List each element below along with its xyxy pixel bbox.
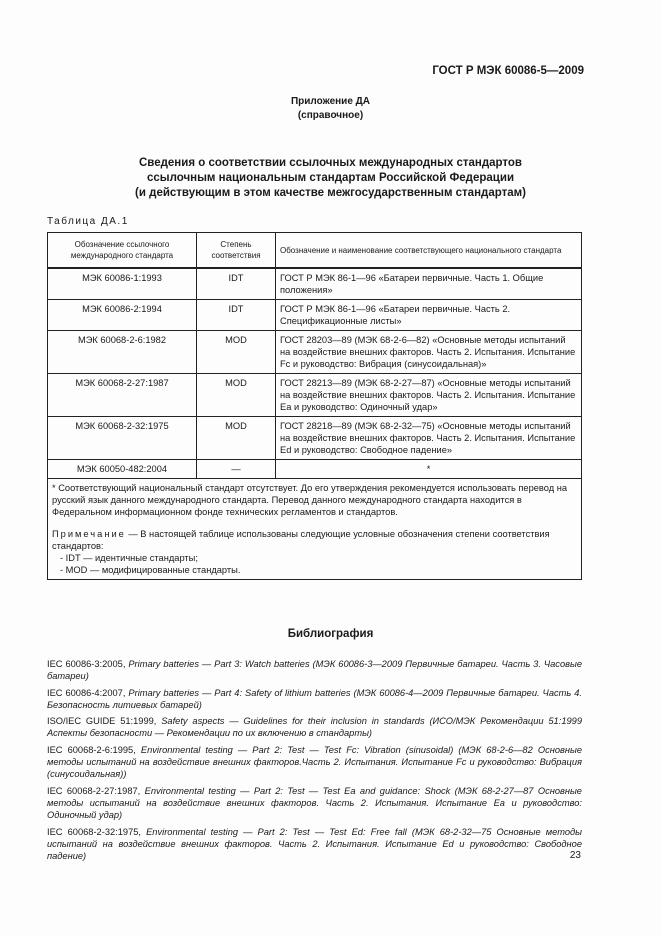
entry-code: IEC 60068-2-27:1987, (47, 785, 145, 796)
cell-national: ГОСТ Р МЭК 86-1—96 «Батареи первичные. Часть 2. Спецификационные листы» (276, 300, 582, 331)
entry-title: Primary batteries — Part 3: Watch batteries (МЭК 60086-3—2009 Первичные батареи. Часть 3. Часовые батареи) (47, 659, 582, 682)
cell-degree: IDT (197, 300, 276, 331)
cell-national: * (276, 460, 582, 479)
cell-ref: МЭК 60086-1:1993 (48, 268, 197, 300)
table-section-title (0, 156, 661, 201)
table-title-line-2: ссылочным национальным стандартам Российской Федерации (146, 172, 515, 184)
note-label: Примечание (52, 529, 126, 539)
entry-code: ISO/IEC GUIDE 51:1999, (47, 716, 162, 727)
table-footnote-cell (48, 479, 582, 580)
cell-ref: МЭК 60068-2-27:1987 (48, 374, 197, 417)
header-national-standard: Обозначение и наименование соответствующего национального стандарта (276, 233, 582, 269)
cell-degree: MOD (197, 374, 276, 417)
cell-ref: МЭК 60068-2-32:1975 (48, 417, 197, 460)
cell-degree: MOD (197, 417, 276, 460)
note-text: — В настоящей таблице использованы следующие условные обозначения степени соответствия стандартов: (52, 529, 550, 551)
table-row (48, 460, 582, 479)
note-item-mod: - MOD — модифицированные стандарты. (60, 565, 241, 575)
bibliography-entry (47, 826, 582, 863)
page-number: 23 (569, 850, 581, 861)
bibliography-entry (47, 658, 582, 683)
appendix-title: Приложение ДА (290, 96, 371, 107)
table-note-row (48, 479, 582, 580)
table-title-line-1: Сведения о соответствии ссылочных международных стандартов (138, 157, 522, 169)
table-title-line-3: (и действующим в этом качестве межгосударственным стандартам) (135, 187, 526, 199)
entry-code: IEC 60068-2-6:1995, (47, 744, 141, 755)
table-row (48, 417, 582, 460)
appendix-heading (0, 95, 661, 123)
bibliography-entry (47, 687, 582, 712)
table-row (48, 331, 582, 374)
bibliography-entry (47, 785, 582, 822)
entry-title: Safety aspects — Guidelines for their inclusion in standards (ИСО/МЭК Рекомендации 51:1999 Аспекты безопасности — Рекомендации по их включению в стандарты) (47, 716, 582, 739)
table-row (48, 300, 582, 331)
entry-title: Primary batteries — Part 4: Safety of lithium batteries (МЭК 60086-4—2009 Первичные батареи. Часть 4. Безопасность литиевых батарей) (47, 687, 582, 710)
cell-national: ГОСТ Р МЭК 86-1—96 «Батареи первичные. Часть 1. Общие положения» (276, 268, 582, 300)
cell-national: ГОСТ 28203—89 (МЭК 68-2-6—82) «Основные методы испытаний на воздействие внешних факторов. Часть 2. Испытания. Испытание Fc и руководство: Вибрация (синусоидальная)» (276, 331, 582, 374)
cell-ref: МЭК 60086-2:1994 (48, 300, 197, 331)
table-row (48, 374, 582, 417)
entry-code: IEC 60086-4:2007, (47, 687, 129, 698)
table-note (52, 528, 577, 552)
entry-code: IEC 60086-3:2005, (47, 659, 129, 669)
cell-degree: IDT (197, 268, 276, 300)
entry-code: IEC 60068-2-32:1975, (47, 826, 147, 837)
correspondence-table (47, 232, 582, 580)
cell-national: ГОСТ 28213—89 (МЭК 68-2-27—87) «Основные методы испытаний на воздействие внешних факторов. Часть 2. Испытания. Испытание Ea и руководство: Одиночный удар» (276, 374, 582, 417)
bibliography-title: Библиография (287, 628, 374, 640)
bibliography-entry (47, 715, 582, 740)
entry-title: Environmental testing — Part 2: Test — Test Ea and guidance: Shock (МЭК 68-2-27—87 Основные методы испытаний на воздействие внешних факторов. Часть 2. Испытания. Испытание Ea и руководство: Одиночный удар) (47, 785, 582, 821)
header-ref-standard: Обозначение ссылочного международного стандарта (48, 233, 197, 269)
entry-title: Environmental testing — Part 2: Test — Test Ed: Free fall (МЭК 68-2-32—75 Основные методы испытаний на воздействие внешних факторов. Часть 2. Испытания. Испытание Ed и руководство: Свободное падение) (47, 826, 582, 862)
table-footnote: * Соответствующий национальный стандарт отсутствует. До его утверждения рекомендуется использовать перевод на русский язык данного международного стандарта. Перевод данного международного стандарта находится в Федеральном информационном фонде технических регламентов и стандартов. (52, 483, 568, 517)
table-row (48, 268, 582, 300)
bibliography-entry (47, 744, 582, 781)
note-item-idt: - IDT — идентичные стандарты; (60, 553, 198, 563)
cell-degree: — (197, 460, 276, 479)
cell-degree: MOD (197, 331, 276, 374)
table-header-row (48, 233, 582, 269)
cell-ref: МЭК 60068-2-6:1982 (48, 331, 197, 374)
cell-ref: МЭК 60050-482:2004 (48, 460, 197, 479)
cell-national: ГОСТ 28218—89 (МЭК 68-2-32—75) «Основные методы испытаний на воздействие внешних факторов. Часть 2. Испытания. Испытание Ed и руководство: Свободное падение» (276, 417, 582, 460)
entry-title: Environmental testing — Part 2: Test — Test Fc: Vibration (sinusoidal) (МЭК 68-2-6—82 Основные методы испытаний на воздействие внешних факторов.Часть 2. Испытания. Испытание Fc и руководство: Вибрация (синусоидальная)) (47, 744, 582, 780)
table-label: Таблица ДА.1 (47, 216, 129, 227)
appendix-subtitle: (справочное) (297, 110, 364, 121)
header-degree: Степень соответствия (197, 233, 276, 269)
standard-code-header: ГОСТ Р МЭК 60086-5—2009 (432, 65, 584, 77)
bibliography-list (47, 658, 582, 866)
